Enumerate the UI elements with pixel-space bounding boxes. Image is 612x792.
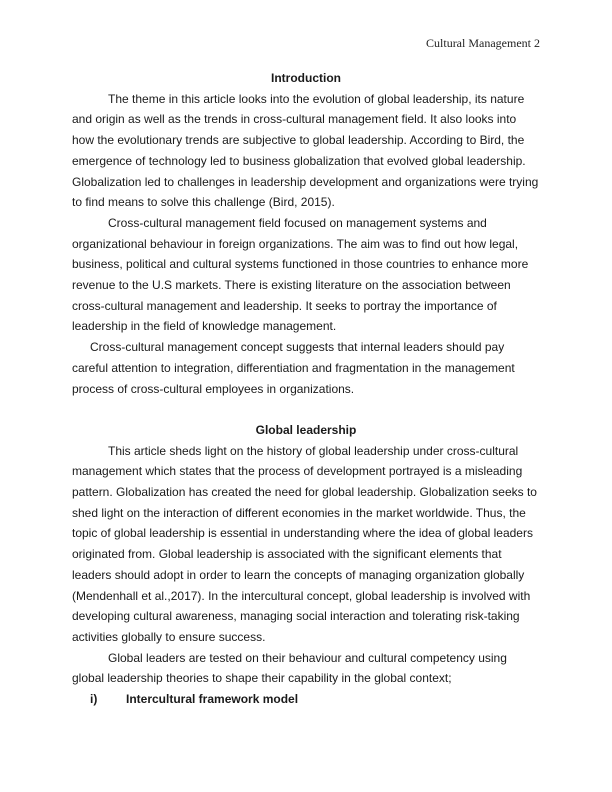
section-heading-global-leadership: Global leadership <box>255 422 357 437</box>
list-item <box>72 689 540 710</box>
global-paragraph-2: Global leaders are tested on their behaviour and cultural competency using global leadership theories to shape their capability in the global context; <box>72 650 507 686</box>
global-paragraph-1: This article sheds light on the history of global leadership under cross-cultural management which states that the process of development portrayed is a misleading pattern. Globalization has created the need for global leadership. Globalization seeks to shed light on the interaction of different economies in the market worldwide. Thus, the topic of global leadership is essential in understanding where the idea of global leaders originated from. Global leadership is associated with the significant elements that leaders should adopt in order to learn the concepts of managing organization globally (Mendenhall et al.,2017). In the intercultural concept, global leadership is involved with developing cultural awareness, managing social interaction and tolerating risk-taking activities globally to ensure success. <box>72 443 537 644</box>
running-header: Cultural Management 2 <box>426 36 540 50</box>
section-heading-introduction: Introduction <box>271 71 341 85</box>
intro-paragraph-1: The theme in this article looks into the evolution of global leadership, its nature and origin as well as the trends in cross-cultural management field. It also looks into how the evolutionary trends are subjective to global leadership. According to Bird, the emergence of technology led to business globalization that evolved global leadership. Globalization led to challenges in leadership development and organizations were trying to find means to solve this challenge (Bird, 2015). <box>72 91 539 210</box>
list-item-text: Intercultural framework model <box>126 692 299 707</box>
intro-paragraph-2: Cross-cultural management field focused on management systems and organizational behaviour in foreign organizations. The aim was to find out how legal, business, political and cultural systems functioned in those countries to enhance more revenue to the U.S markets. There is existing literature on the association between cross-cultural management and leadership. It seeks to portray the importance of leadership in the field of knowledge management. <box>72 215 529 334</box>
intro-paragraph-3: Cross-cultural management concept suggests that internal leaders should pay careful attention to integration, differentiation and fragmentation in the management process of cross-cultural employees in organizations. <box>72 340 515 396</box>
section-spacer <box>72 399 540 420</box>
document-body <box>72 68 540 710</box>
list-marker: i) <box>90 692 98 707</box>
